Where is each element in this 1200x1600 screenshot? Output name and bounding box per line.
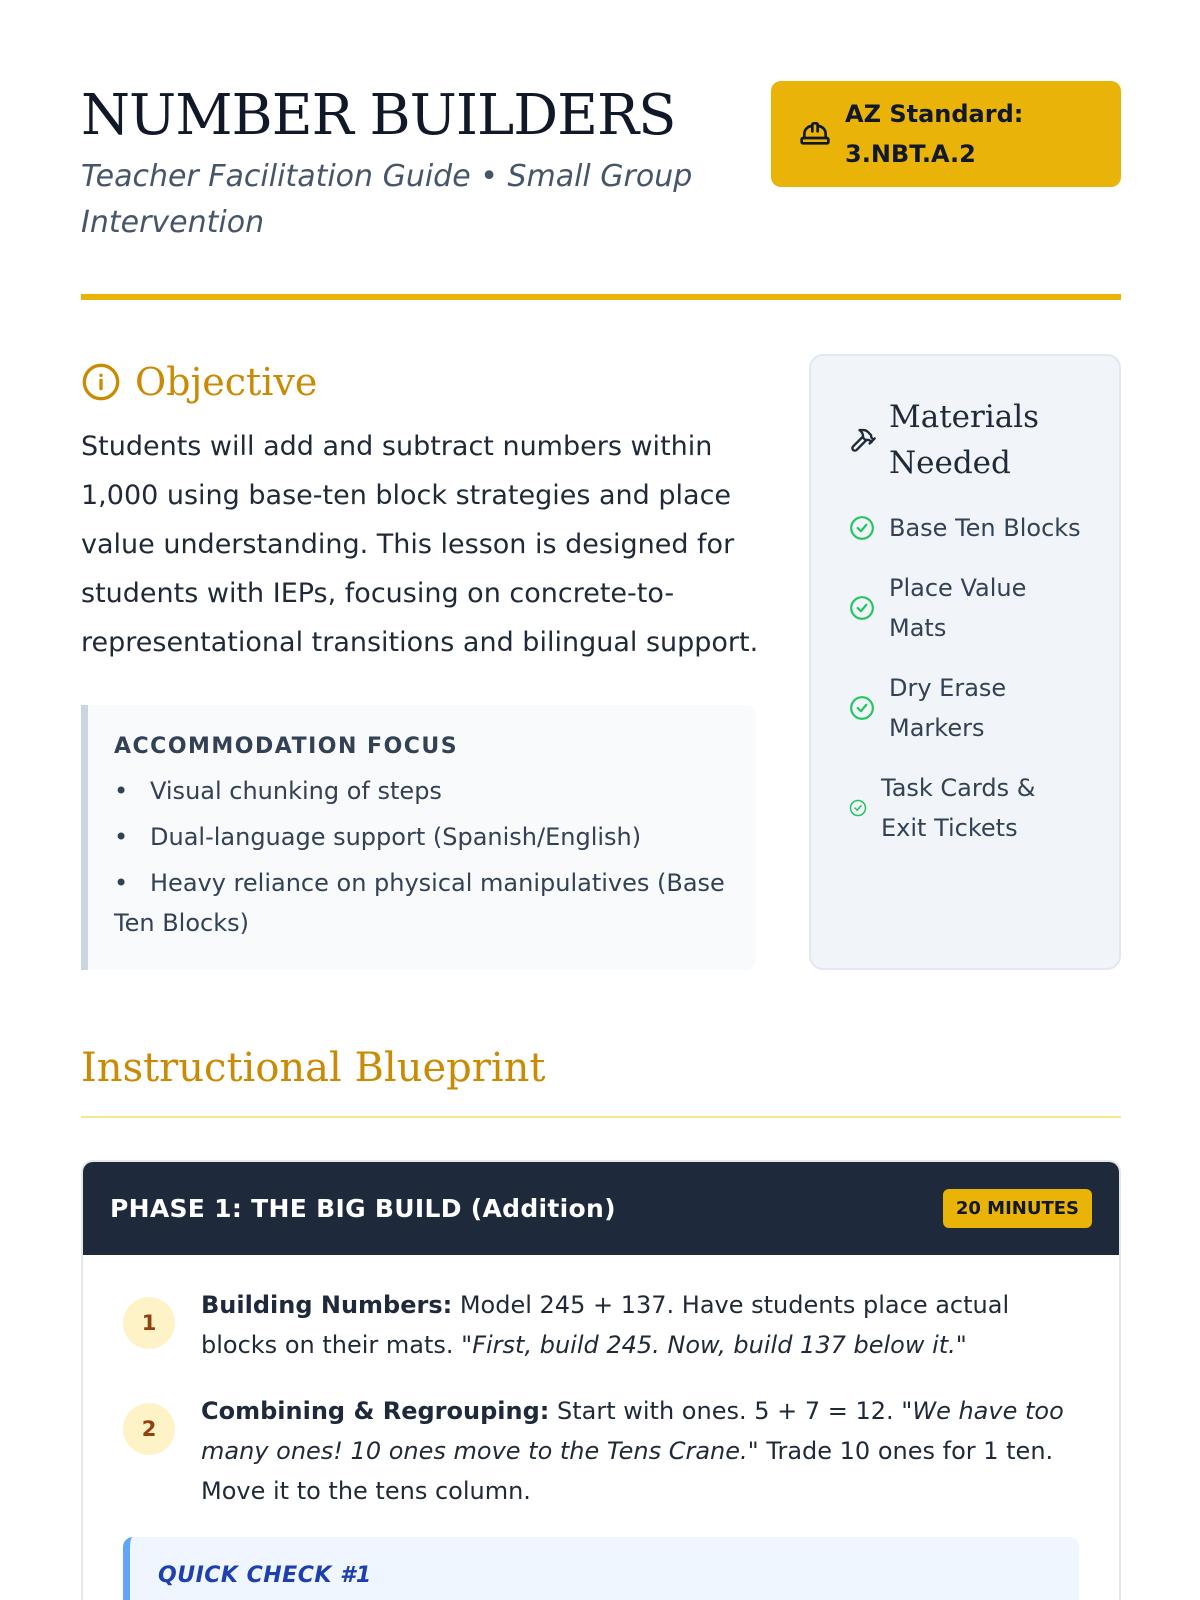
objective-section (81, 354, 761, 667)
step-body-after: Trade 10 ones for 1 ten. Move it to the tens column. (201, 1437, 1054, 1505)
step-body: Model 245 + 137. Have students place actual blocks on their mats. (201, 1291, 1010, 1359)
hammer-icon (849, 426, 877, 454)
material-label: Task Cards & Exit Tickets (881, 774, 1036, 842)
blueprint-title: Instructional Blueprint (81, 1045, 546, 1091)
quick-check-box (123, 1537, 1079, 1600)
objective-title: Objective (135, 360, 318, 404)
materials-title: Materials Needed (889, 399, 1040, 481)
step-number: 2 (123, 1403, 175, 1455)
blueprint-section (81, 1040, 1121, 1118)
step-item (123, 1391, 1079, 1511)
list-item (849, 768, 1081, 848)
phase-title: PHASE 1: THE BIG BUILD (Addition) (110, 1194, 616, 1223)
step-number: 1 (123, 1297, 175, 1349)
check-circle-icon (849, 799, 867, 817)
standard-badge (771, 81, 1121, 187)
list-item: • Visual chunking of steps (114, 771, 730, 811)
info-icon (81, 362, 121, 402)
accommodation-box (81, 705, 756, 970)
step-quote: "We have too many ones! 10 ones move to the Tens Crane." (201, 1397, 1064, 1465)
list-item (849, 668, 1081, 748)
header (81, 80, 1121, 300)
check-circle-icon (849, 515, 875, 541)
duration-badge: 20 MINUTES (943, 1189, 1092, 1228)
step-label: Building Numbers: (201, 1291, 453, 1319)
material-label: Place Value Mats (889, 574, 1027, 642)
step-item (123, 1285, 1079, 1365)
hard-hat-icon (799, 118, 831, 150)
list-item: • Heavy reliance on physical manipulatives (Base Ten Blocks) (114, 863, 730, 943)
page-subtitle: Teacher Facilitation Guide • Small Group Intervention (81, 159, 693, 240)
step-text (201, 1391, 1079, 1511)
phase-card (81, 1160, 1121, 1600)
step-body: Start with ones. 5 + 7 = 12. (549, 1397, 902, 1425)
material-label: Base Ten Blocks (889, 514, 1081, 542)
check-circle-icon (849, 695, 875, 721)
accommodation-title: ACCOMMODATION FOCUS (114, 734, 459, 759)
blueprint-divider (81, 1116, 1121, 1118)
phase-body (83, 1255, 1119, 1600)
list-item (849, 568, 1081, 648)
materials-heading (849, 394, 1081, 486)
list-item: • Dual-language support (Spanish/English) (114, 817, 730, 857)
page-title: NUMBER BUILDERS (81, 83, 676, 148)
step-text (201, 1285, 1079, 1365)
header-divider (81, 294, 1121, 300)
check-circle-icon (849, 595, 875, 621)
accommodation-list (114, 771, 730, 943)
step-quote: "First, build 245. Now, build 137 below it." (461, 1331, 967, 1359)
materials-card (809, 354, 1121, 970)
materials-list (849, 508, 1081, 848)
material-label: Dry Erase Markers (889, 674, 1007, 742)
list-item (849, 508, 1081, 548)
objective-body: Students will add and subtract numbers within 1,000 using base-ten block strategies and place value understanding. This lesson is designed for students with IEPs, focusing on concrete-to-representational transitions and bilingual support. (81, 431, 759, 658)
phase-header (83, 1162, 1119, 1255)
standard-badge-label: AZ Standard: 3.NBT.A.2 (845, 100, 1024, 168)
step-label: Combining & Regrouping: (201, 1397, 550, 1425)
objective-heading (81, 354, 761, 410)
quick-check-title: QUICK CHECK #1 (158, 1563, 372, 1588)
